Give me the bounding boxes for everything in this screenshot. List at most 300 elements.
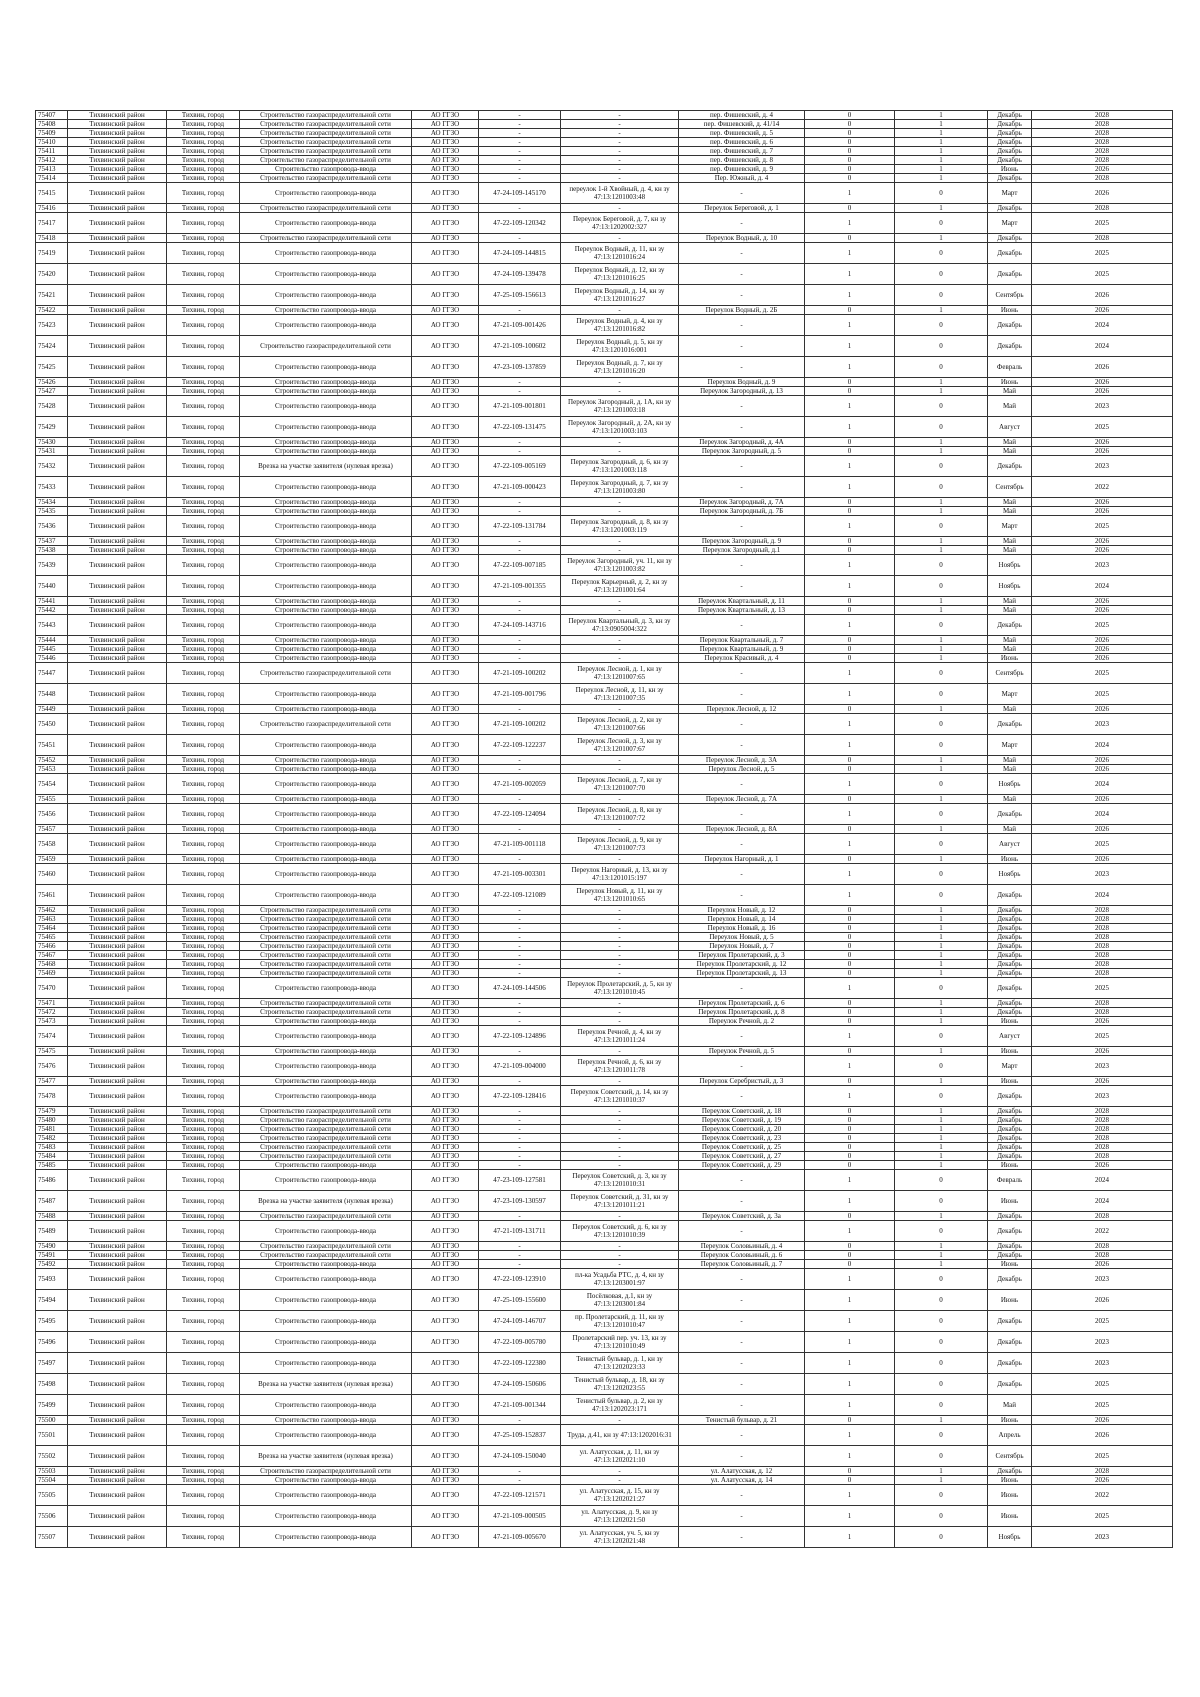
table-row xyxy=(36,1056,1173,1077)
row-number: 75409 xyxy=(36,129,68,138)
address-cell: - xyxy=(679,456,805,477)
city-cell: Тихвин, город xyxy=(167,1527,240,1548)
district-cell: Тихвинский район xyxy=(68,111,167,120)
month-cell: Декабрь xyxy=(988,1134,1032,1143)
organization-cell: АО ГГЗО xyxy=(412,378,479,387)
object-address-cell: - xyxy=(561,915,679,924)
district-cell: Тихвинский район xyxy=(68,933,167,942)
row-number: 75454 xyxy=(36,774,68,795)
district-cell: Тихвинский район xyxy=(68,1170,167,1191)
district-cell: Тихвинский район xyxy=(68,537,167,546)
value1-cell: 1 xyxy=(805,516,895,537)
request-number-cell: 47-24-109-139478 xyxy=(479,264,561,285)
district-cell: Тихвинский район xyxy=(68,516,167,537)
table-row xyxy=(36,1332,1173,1353)
month-cell: Март xyxy=(988,183,1032,204)
row-number: 75471 xyxy=(36,999,68,1008)
row-number: 75452 xyxy=(36,756,68,765)
value2-cell: 0 xyxy=(895,864,988,885)
city-cell: Тихвин, город xyxy=(167,1125,240,1134)
month-cell: Декабрь xyxy=(988,951,1032,960)
value2-cell: 0 xyxy=(895,834,988,855)
organization-cell: АО ГГЗО xyxy=(412,885,479,906)
address-cell: Переулок Водный, д. 10 xyxy=(679,234,805,243)
work-type-cell: Строительство газопровода-ввода xyxy=(240,765,412,774)
address-cell: Переулок Речной, д. 2 xyxy=(679,1017,805,1026)
row-number: 75489 xyxy=(36,1221,68,1242)
value2-cell: 0 xyxy=(895,735,988,756)
row-number: 75487 xyxy=(36,1191,68,1212)
organization-cell: АО ГГЗО xyxy=(412,1086,479,1107)
city-cell: Тихвин, город xyxy=(167,315,240,336)
city-cell: Тихвин, город xyxy=(167,774,240,795)
address-cell: - xyxy=(679,396,805,417)
row-number: 75425 xyxy=(36,357,68,378)
district-cell: Тихвинский район xyxy=(68,498,167,507)
address-cell: Переулок Красивый, д. 4 xyxy=(679,654,805,663)
value1-cell: 0 xyxy=(805,636,895,645)
month-cell: Май xyxy=(988,498,1032,507)
request-number-cell: - xyxy=(479,1125,561,1134)
row-number: 75461 xyxy=(36,885,68,906)
work-type-cell: Строительство газораспределительной сети xyxy=(240,1212,412,1221)
value2-cell: 0 xyxy=(895,1506,988,1527)
row-number: 75449 xyxy=(36,705,68,714)
value1-cell: 0 xyxy=(805,204,895,213)
year-cell: 2025 xyxy=(1032,516,1173,537)
row-number: 75416 xyxy=(36,204,68,213)
year-cell: 2028 xyxy=(1032,174,1173,183)
address-cell: Переулок Советский, д. 18 xyxy=(679,1107,805,1116)
year-cell: 2026 xyxy=(1032,285,1173,306)
organization-cell: АО ГГЗО xyxy=(412,924,479,933)
year-cell: 2023 xyxy=(1032,714,1173,735)
city-cell: Тихвин, город xyxy=(167,1170,240,1191)
work-type-cell: Строительство газораспределительной сети xyxy=(240,336,412,357)
request-number-cell: - xyxy=(479,1152,561,1161)
address-cell: Переулок Загородный, д.1 xyxy=(679,546,805,555)
month-cell: Ноябрь xyxy=(988,1527,1032,1548)
object-address-cell: - xyxy=(561,447,679,456)
city-cell: Тихвин, город xyxy=(167,1311,240,1332)
table-row xyxy=(36,1008,1173,1017)
month-cell: Май xyxy=(988,507,1032,516)
value2-cell: 1 xyxy=(895,756,988,765)
value2-cell: 1 xyxy=(895,924,988,933)
object-address-cell: ул. Алатусская, д. 11, кн зу 47:13:1202021:10 xyxy=(561,1446,679,1467)
city-cell: Тихвин, город xyxy=(167,378,240,387)
organization-cell: АО ГГЗО xyxy=(412,951,479,960)
address-cell: - xyxy=(679,1269,805,1290)
month-cell: Декабрь xyxy=(988,120,1032,129)
row-number: 75469 xyxy=(36,969,68,978)
year-cell: 2028 xyxy=(1032,999,1173,1008)
value1-cell: 0 xyxy=(805,825,895,834)
work-type-cell: Строительство газопровода-ввода xyxy=(240,1506,412,1527)
month-cell: Март xyxy=(988,213,1032,234)
address-cell: Переулок Пролетарский, д. 6 xyxy=(679,999,805,1008)
value1-cell: 0 xyxy=(805,1242,895,1251)
year-cell: 2025 xyxy=(1032,1374,1173,1395)
value2-cell: 0 xyxy=(895,213,988,234)
district-cell: Тихвинский район xyxy=(68,834,167,855)
value2-cell: 1 xyxy=(895,825,988,834)
value1-cell: 1 xyxy=(805,1395,895,1416)
row-number: 75411 xyxy=(36,147,68,156)
district-cell: Тихвинский район xyxy=(68,285,167,306)
value2-cell: 1 xyxy=(895,1152,988,1161)
year-cell: 2028 xyxy=(1032,147,1173,156)
address-cell: Переулок Лесной, д. 8А xyxy=(679,825,805,834)
value2-cell: 1 xyxy=(895,1143,988,1152)
value2-cell: 0 xyxy=(895,1086,988,1107)
city-cell: Тихвин, город xyxy=(167,1086,240,1107)
object-address-cell: - xyxy=(561,1125,679,1134)
organization-cell: АО ГГЗО xyxy=(412,1290,479,1311)
request-number-cell: - xyxy=(479,1017,561,1026)
district-cell: Тихвинский район xyxy=(68,1374,167,1395)
organization-cell: АО ГГЗО xyxy=(412,234,479,243)
district-cell: Тихвинский район xyxy=(68,1008,167,1017)
month-cell: Апрель xyxy=(988,1425,1032,1446)
request-number-cell: 47-25-109-156613 xyxy=(479,285,561,306)
work-type-cell: Строительство газопровода-ввода xyxy=(240,654,412,663)
value2-cell: 1 xyxy=(895,1134,988,1143)
request-number-cell: - xyxy=(479,1134,561,1143)
request-number-cell: - xyxy=(479,507,561,516)
request-number-cell: - xyxy=(479,204,561,213)
object-address-cell: - xyxy=(561,1467,679,1476)
work-type-cell: Строительство газопровода-ввода xyxy=(240,396,412,417)
table-row xyxy=(36,306,1173,315)
object-address-cell: - xyxy=(561,1017,679,1026)
district-cell: Тихвинский район xyxy=(68,915,167,924)
request-number-cell: - xyxy=(479,438,561,447)
address-cell: - xyxy=(679,1395,805,1416)
value1-cell: 0 xyxy=(805,705,895,714)
address-cell: Переулок Квартальный, д. 9 xyxy=(679,645,805,654)
organization-cell: АО ГГЗО xyxy=(412,684,479,705)
request-number-cell: 47-22-109-005780 xyxy=(479,1332,561,1353)
address-cell: - xyxy=(679,1311,805,1332)
year-cell: 2028 xyxy=(1032,951,1173,960)
row-number: 75507 xyxy=(36,1527,68,1548)
address-cell: - xyxy=(679,1290,805,1311)
address-cell: - xyxy=(679,555,805,576)
object-address-cell: - xyxy=(561,951,679,960)
request-number-cell: - xyxy=(479,138,561,147)
city-cell: Тихвин, город xyxy=(167,204,240,213)
value1-cell: 1 xyxy=(805,1374,895,1395)
work-type-cell: Строительство газопровода-ввода xyxy=(240,615,412,636)
city-cell: Тихвин, город xyxy=(167,396,240,417)
request-number-cell: - xyxy=(479,606,561,615)
month-cell: Декабрь xyxy=(988,138,1032,147)
request-number-cell: 47-22-109-124896 xyxy=(479,1026,561,1047)
object-address-cell: - xyxy=(561,306,679,315)
object-address-cell: Переулок Карьерный, д. 2, кн зу 47:13:1201001:64 xyxy=(561,576,679,597)
value1-cell: 1 xyxy=(805,834,895,855)
address-cell: - xyxy=(679,1527,805,1548)
month-cell: Декабрь xyxy=(988,1332,1032,1353)
work-type-cell: Строительство газопровода-ввода xyxy=(240,825,412,834)
year-cell: 2028 xyxy=(1032,1116,1173,1125)
city-cell: Тихвин, город xyxy=(167,885,240,906)
value1-cell: 1 xyxy=(805,1446,895,1467)
value1-cell: 1 xyxy=(805,1332,895,1353)
request-number-cell: 47-21-109-100202 xyxy=(479,714,561,735)
address-cell: Переулок Советский, д. 25 xyxy=(679,1143,805,1152)
month-cell: Май xyxy=(988,825,1032,834)
organization-cell: АО ГГЗО xyxy=(412,285,479,306)
city-cell: Тихвин, город xyxy=(167,1047,240,1056)
row-number: 75445 xyxy=(36,645,68,654)
value2-cell: 0 xyxy=(895,1221,988,1242)
value1-cell: 0 xyxy=(805,174,895,183)
address-cell: Пер. Южный, д. 4 xyxy=(679,174,805,183)
value2-cell: 0 xyxy=(895,243,988,264)
table-row xyxy=(36,1161,1173,1170)
row-number: 75422 xyxy=(36,306,68,315)
object-address-cell: ул. Алатусская, д. 15, кн зу 47:13:1202021:27 xyxy=(561,1485,679,1506)
district-cell: Тихвинский район xyxy=(68,606,167,615)
value1-cell: 1 xyxy=(805,1269,895,1290)
year-cell: 2022 xyxy=(1032,1485,1173,1506)
address-cell: пер. Фишевский, д. 9 xyxy=(679,165,805,174)
request-number-cell: - xyxy=(479,756,561,765)
table-row xyxy=(36,1242,1173,1251)
work-type-cell: Строительство газопровода-ввода xyxy=(240,507,412,516)
organization-cell: АО ГГЗО xyxy=(412,1152,479,1161)
city-cell: Тихвин, город xyxy=(167,336,240,357)
year-cell: 2028 xyxy=(1032,1152,1173,1161)
month-cell: Декабрь xyxy=(988,615,1032,636)
row-number: 75496 xyxy=(36,1332,68,1353)
row-number: 75446 xyxy=(36,654,68,663)
object-address-cell: - xyxy=(561,765,679,774)
value1-cell: 0 xyxy=(805,1143,895,1152)
value2-cell: 1 xyxy=(895,387,988,396)
district-cell: Тихвинский район xyxy=(68,1026,167,1047)
value2-cell: 1 xyxy=(895,1467,988,1476)
work-type-cell: Строительство газопровода-ввода xyxy=(240,516,412,537)
month-cell: Декабрь xyxy=(988,129,1032,138)
work-type-cell: Строительство газопровода-ввода xyxy=(240,165,412,174)
value1-cell: 0 xyxy=(805,654,895,663)
organization-cell: АО ГГЗО xyxy=(412,1056,479,1077)
address-cell: Переулок Лесной, д. 7А xyxy=(679,795,805,804)
year-cell: 2026 xyxy=(1032,1425,1173,1446)
request-number-cell: - xyxy=(479,1476,561,1485)
table-row xyxy=(36,684,1173,705)
district-cell: Тихвинский район xyxy=(68,1251,167,1260)
value2-cell: 0 xyxy=(895,1485,988,1506)
table-row xyxy=(36,546,1173,555)
value1-cell: 0 xyxy=(805,129,895,138)
month-cell: Июнь xyxy=(988,306,1032,315)
object-address-cell: - xyxy=(561,636,679,645)
address-cell: пер. Фишевский, д. 6 xyxy=(679,138,805,147)
object-address-cell: Переулок Советский, д. 31, кн зу 47:13:1201011:21 xyxy=(561,1191,679,1212)
value1-cell: 1 xyxy=(805,396,895,417)
city-cell: Тихвин, город xyxy=(167,1506,240,1527)
row-number: 75429 xyxy=(36,417,68,438)
year-cell: 2028 xyxy=(1032,933,1173,942)
table-row xyxy=(36,735,1173,756)
object-address-cell: - xyxy=(561,1212,679,1221)
district-cell: Тихвинский район xyxy=(68,1353,167,1374)
request-number-cell: - xyxy=(479,999,561,1008)
work-type-cell: Строительство газораспределительной сети xyxy=(240,174,412,183)
request-number-cell: - xyxy=(479,855,561,864)
request-number-cell: 47-21-109-004000 xyxy=(479,1056,561,1077)
request-number-cell: - xyxy=(479,636,561,645)
work-type-cell: Строительство газораспределительной сети xyxy=(240,1152,412,1161)
work-type-cell: Строительство газопровода-ввода xyxy=(240,1353,412,1374)
object-address-cell: - xyxy=(561,498,679,507)
district-cell: Тихвинский район xyxy=(68,1077,167,1086)
month-cell: Март xyxy=(988,735,1032,756)
year-cell: 2026 xyxy=(1032,183,1173,204)
value2-cell: 0 xyxy=(895,555,988,576)
table-row xyxy=(36,396,1173,417)
value1-cell: 1 xyxy=(805,1353,895,1374)
value2-cell: 1 xyxy=(895,1017,988,1026)
district-cell: Тихвинский район xyxy=(68,714,167,735)
object-address-cell: - xyxy=(561,1047,679,1056)
district-cell: Тихвинский район xyxy=(68,1260,167,1269)
city-cell: Тихвин, город xyxy=(167,1116,240,1125)
value1-cell: 0 xyxy=(805,1467,895,1476)
row-number: 75463 xyxy=(36,915,68,924)
row-number: 75466 xyxy=(36,942,68,951)
row-number: 75476 xyxy=(36,1056,68,1077)
organization-cell: АО ГГЗО xyxy=(412,1047,479,1056)
year-cell: 2026 xyxy=(1032,597,1173,606)
value1-cell: 1 xyxy=(805,1506,895,1527)
district-cell: Тихвинский район xyxy=(68,174,167,183)
year-cell: 2025 xyxy=(1032,1446,1173,1467)
object-address-cell: Тенистый бульвар, д. 2, кн зу 47:13:1202023:171 xyxy=(561,1395,679,1416)
work-type-cell: Строительство газопровода-ввода xyxy=(240,1077,412,1086)
row-number: 75479 xyxy=(36,1107,68,1116)
address-cell: Переулок Советский, д. 19 xyxy=(679,1116,805,1125)
table-row xyxy=(36,1269,1173,1290)
table-row xyxy=(36,606,1173,615)
year-cell: 2026 xyxy=(1032,438,1173,447)
city-cell: Тихвин, город xyxy=(167,165,240,174)
request-number-cell: 47-23-109-127581 xyxy=(479,1170,561,1191)
table-row xyxy=(36,537,1173,546)
table-row xyxy=(36,111,1173,120)
year-cell: 2026 xyxy=(1032,165,1173,174)
year-cell: 2026 xyxy=(1032,357,1173,378)
value2-cell: 0 xyxy=(895,285,988,306)
organization-cell: АО ГГЗО xyxy=(412,1260,479,1269)
work-type-cell: Врезка на участке заявителя (нулевая врезка) xyxy=(240,456,412,477)
row-number: 75501 xyxy=(36,1425,68,1446)
work-type-cell: Врезка на участке заявителя (нулевая врезка) xyxy=(240,1374,412,1395)
city-cell: Тихвин, город xyxy=(167,906,240,915)
request-number-cell: 47-24-109-143716 xyxy=(479,615,561,636)
city-cell: Тихвин, город xyxy=(167,417,240,438)
month-cell: Ноябрь xyxy=(988,576,1032,597)
year-cell: 2026 xyxy=(1032,1476,1173,1485)
value2-cell: 1 xyxy=(895,1251,988,1260)
object-address-cell: - xyxy=(561,795,679,804)
work-type-cell: Строительство газопровода-ввода xyxy=(240,1269,412,1290)
value1-cell: 0 xyxy=(805,1134,895,1143)
value2-cell: 1 xyxy=(895,204,988,213)
month-cell: Май xyxy=(988,447,1032,456)
organization-cell: АО ГГЗО xyxy=(412,597,479,606)
district-cell: Тихвинский район xyxy=(68,756,167,765)
organization-cell: АО ГГЗО xyxy=(412,1125,479,1134)
year-cell: 2026 xyxy=(1032,1290,1173,1311)
object-address-cell: - xyxy=(561,138,679,147)
row-number: 75420 xyxy=(36,264,68,285)
value2-cell: 1 xyxy=(895,111,988,120)
request-number-cell: - xyxy=(479,156,561,165)
year-cell: 2026 xyxy=(1032,855,1173,864)
work-type-cell: Строительство газопровода-ввода xyxy=(240,1026,412,1047)
organization-cell: АО ГГЗО xyxy=(412,447,479,456)
district-cell: Тихвинский район xyxy=(68,243,167,264)
address-cell: - xyxy=(679,978,805,999)
year-cell: 2028 xyxy=(1032,906,1173,915)
work-type-cell: Строительство газораспределительной сети xyxy=(240,942,412,951)
district-cell: Тихвинский район xyxy=(68,774,167,795)
address-cell: пер. Фишевский, д. 8 xyxy=(679,156,805,165)
district-cell: Тихвинский район xyxy=(68,978,167,999)
address-cell: пер. Фишевский, д. 41/14 xyxy=(679,120,805,129)
row-number: 75484 xyxy=(36,1152,68,1161)
city-cell: Тихвин, город xyxy=(167,537,240,546)
district-cell: Тихвинский район xyxy=(68,1242,167,1251)
district-cell: Тихвинский район xyxy=(68,1269,167,1290)
district-cell: Тихвинский район xyxy=(68,906,167,915)
organization-cell: АО ГГЗО xyxy=(412,1161,479,1170)
organization-cell: АО ГГЗО xyxy=(412,915,479,924)
value1-cell: 0 xyxy=(805,165,895,174)
year-cell: 2025 xyxy=(1032,684,1173,705)
month-cell: Июнь xyxy=(988,1077,1032,1086)
request-number-cell: 47-22-109-121571 xyxy=(479,1485,561,1506)
value1-cell: 0 xyxy=(805,387,895,396)
table-row xyxy=(36,978,1173,999)
value2-cell: 1 xyxy=(895,645,988,654)
object-address-cell: Переулок Водный, д. 4, кн зу 47:13:1201016:82 xyxy=(561,315,679,336)
year-cell: 2028 xyxy=(1032,129,1173,138)
value1-cell: 0 xyxy=(805,138,895,147)
address-cell: - xyxy=(679,1353,805,1374)
row-number: 75419 xyxy=(36,243,68,264)
request-number-cell: - xyxy=(479,147,561,156)
table-row xyxy=(36,285,1173,306)
table-row xyxy=(36,1116,1173,1125)
row-number: 75414 xyxy=(36,174,68,183)
row-number: 75460 xyxy=(36,864,68,885)
work-type-cell: Строительство газопровода-ввода xyxy=(240,1290,412,1311)
value1-cell: 0 xyxy=(805,1116,895,1125)
organization-cell: АО ГГЗО xyxy=(412,1134,479,1143)
request-number-cell: - xyxy=(479,915,561,924)
city-cell: Тихвин, город xyxy=(167,1017,240,1026)
row-number: 75485 xyxy=(36,1161,68,1170)
request-number-cell: 47-24-109-145170 xyxy=(479,183,561,204)
value1-cell: 0 xyxy=(805,1152,895,1161)
address-cell: Переулок Соловьиный, д. 7 xyxy=(679,1260,805,1269)
